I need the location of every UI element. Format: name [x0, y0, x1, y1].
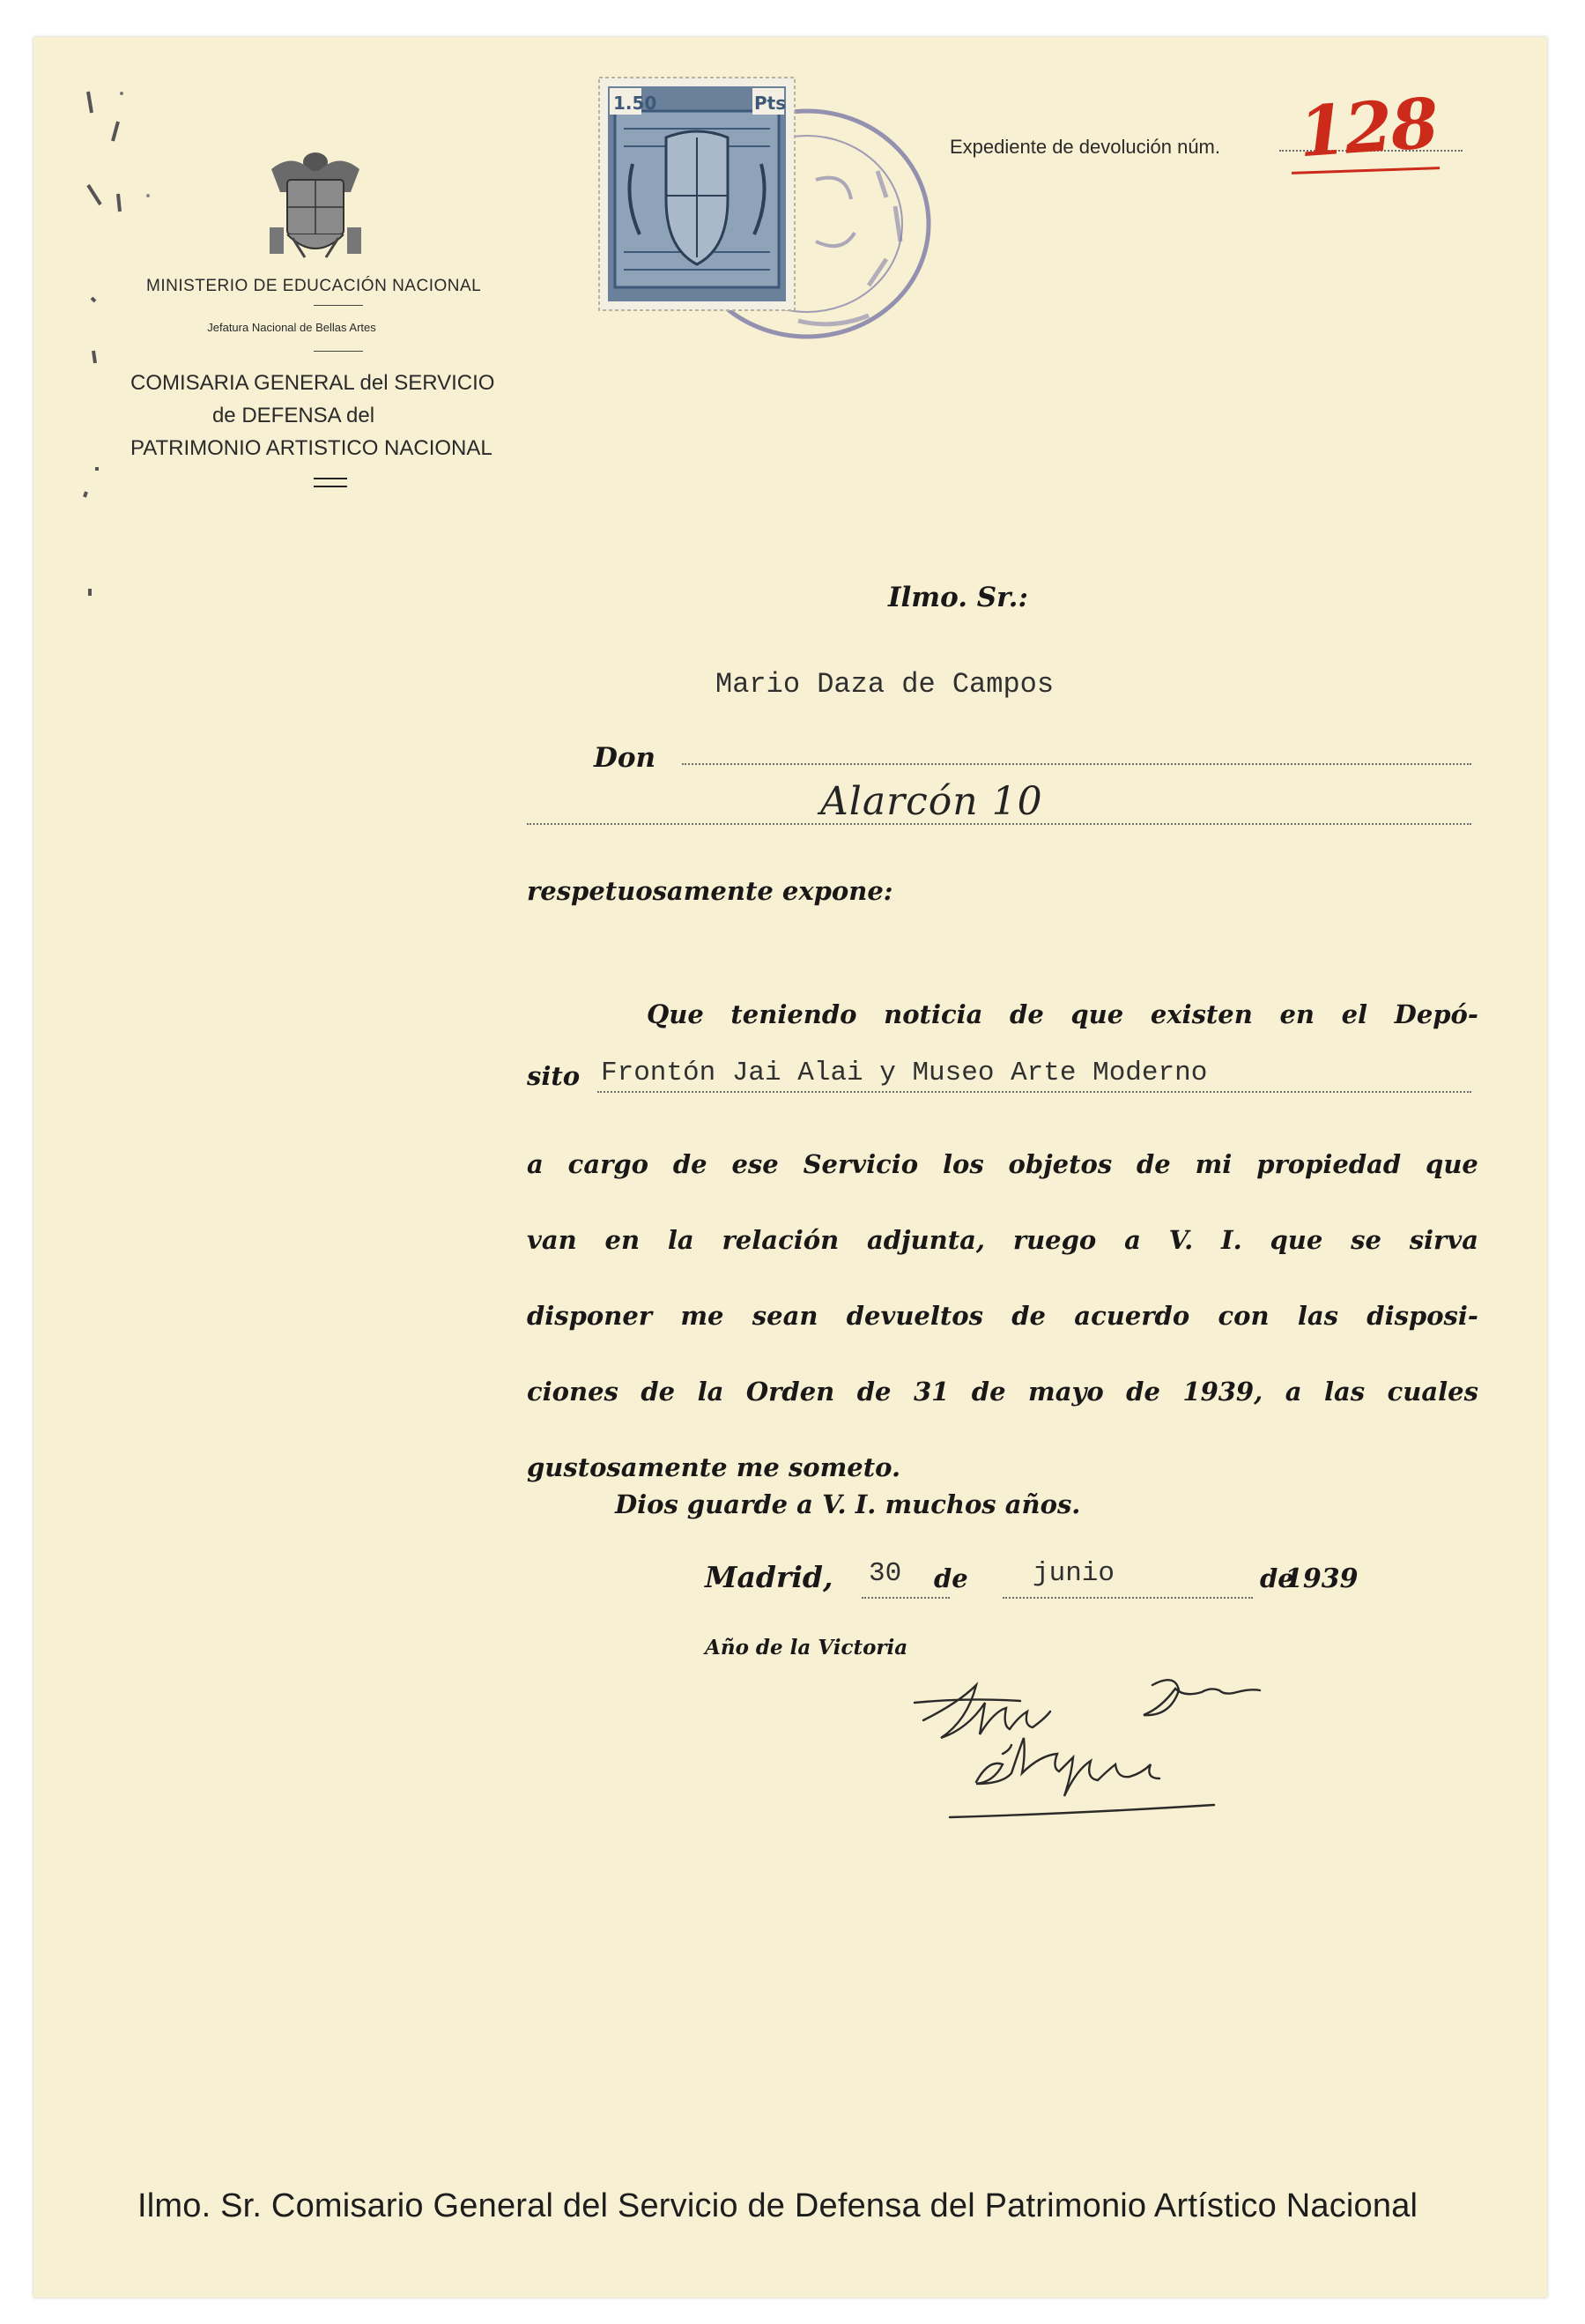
word: que — [1426, 1149, 1478, 1179]
margin-marks — [33, 37, 157, 654]
word: devueltos — [846, 1301, 983, 1331]
word: que — [1070, 999, 1124, 1029]
word: disponer — [527, 1301, 653, 1331]
word: de — [971, 1377, 1006, 1407]
victory-year-label: Año de la Victoria — [705, 1636, 908, 1659]
body-paragraph — [527, 1126, 1478, 1505]
word: relación — [722, 1225, 840, 1255]
body-paragraph-line — [527, 1202, 1478, 1278]
word: la — [667, 1225, 694, 1255]
stamp-currency: Pts — [754, 93, 787, 114]
stamp-value: 1.50 — [613, 93, 657, 114]
word: ese — [731, 1149, 779, 1179]
salutation: Ilmo. Sr.: — [888, 582, 1028, 613]
word: existen — [1150, 999, 1253, 1029]
date-day: 30 — [869, 1558, 902, 1589]
word: de — [641, 1377, 676, 1407]
word: Que — [647, 999, 704, 1029]
word: a — [1124, 1225, 1141, 1255]
addressee-footer: Ilmo. Sr. Comisario General del Servicio de Defensa del Patrimonio Artístico Nacional — [137, 2187, 1418, 2224]
letterhead-equals-rule — [314, 478, 347, 487]
word: la — [697, 1377, 724, 1407]
date-connector: de — [934, 1563, 968, 1593]
don-dotted-line — [682, 763, 1471, 765]
word: con — [1218, 1301, 1270, 1331]
handwritten-signature — [897, 1650, 1390, 1826]
word: propiedad — [1256, 1149, 1402, 1179]
word: de — [672, 1149, 707, 1179]
comisaria-line: de DEFENSA del — [211, 404, 375, 427]
jefatura-name: Jefatura Nacional de Bellas Artes — [207, 321, 376, 334]
date-month: junio — [1033, 1558, 1115, 1589]
word: Depó- — [1394, 999, 1478, 1029]
word: 31 — [913, 1377, 950, 1407]
word: mi — [1195, 1149, 1233, 1179]
word: teniendo — [730, 999, 857, 1029]
comisaria-name — [130, 367, 495, 464]
deposit-dotted-line — [597, 1091, 1471, 1093]
word: Orden — [745, 1377, 835, 1407]
body-paragraph-line — [647, 976, 1478, 1052]
don-label: Don — [594, 742, 656, 774]
word: de — [1137, 1149, 1171, 1179]
coat-of-arms-emblem — [266, 139, 365, 264]
word: cuales — [1387, 1377, 1478, 1407]
expone-line: respetuosamente expone: — [527, 876, 893, 906]
date-year: 1939 — [1285, 1563, 1359, 1594]
fiscal-revenue-stamp — [597, 76, 796, 312]
word: adjunta, — [866, 1225, 985, 1255]
word: las — [1323, 1377, 1366, 1407]
word: ruego — [1012, 1225, 1097, 1255]
word: gustosamente me someto. — [527, 1452, 901, 1482]
word: van — [527, 1225, 577, 1255]
body-paragraph-line — [527, 1126, 1478, 1202]
body-paragraph-line — [527, 1278, 1478, 1354]
letterhead-divider — [314, 305, 363, 306]
word: a — [1285, 1377, 1302, 1407]
comisaria-line: COMISARIA GENERAL del SERVICIO — [130, 371, 495, 395]
word: las — [1297, 1301, 1338, 1331]
word: 1939, — [1182, 1377, 1263, 1407]
word: a — [527, 1149, 544, 1179]
deposit-name: Frontón Jai Alai y Museo Arte Moderno — [601, 1058, 1208, 1088]
word: en — [604, 1225, 641, 1255]
petitioner-name: Mario Daza de Campos — [715, 668, 1055, 701]
word: disposi- — [1367, 1301, 1478, 1331]
word: de — [1011, 1301, 1046, 1331]
date-place: Madrid, — [705, 1560, 833, 1594]
word: sirva — [1409, 1225, 1478, 1255]
ministry-name: MINISTERIO DE EDUCACIÓN NACIONAL — [146, 277, 482, 295]
word: sean — [752, 1301, 818, 1331]
word: me — [680, 1301, 724, 1331]
word: de — [1010, 999, 1044, 1029]
expediente-label: Expediente de devolución núm. — [950, 136, 1220, 158]
day-dotted-line — [862, 1597, 950, 1599]
word: objetos — [1008, 1149, 1113, 1179]
date-connector: de — [1260, 1563, 1294, 1593]
petitioner-address: Alarcón 10 — [820, 779, 1043, 824]
word: noticia — [884, 999, 983, 1029]
closing-formula: Dios guarde a V. I. muchos años. — [615, 1489, 1081, 1519]
word: V. — [1168, 1225, 1194, 1255]
address-dotted-line — [527, 823, 1471, 825]
word: I. — [1221, 1225, 1242, 1255]
comisaria-line: PATRIMONIO ARTISTICO NACIONAL — [130, 436, 493, 460]
word: el — [1341, 999, 1368, 1029]
word: acuerdo — [1074, 1301, 1190, 1331]
document-page — [33, 37, 1547, 2298]
word: de — [1126, 1377, 1160, 1407]
body-paragraph-line — [527, 1354, 1478, 1429]
word: mayo — [1028, 1377, 1104, 1407]
word: los — [942, 1149, 984, 1179]
deposit-prefix: sito — [527, 1061, 581, 1091]
word: ciones — [527, 1377, 618, 1407]
word: cargo — [567, 1149, 649, 1179]
word: Servicio — [803, 1149, 919, 1179]
letterhead-divider — [314, 351, 363, 352]
word: de — [856, 1377, 892, 1407]
expediente-number: 128 — [1296, 83, 1440, 174]
word: en — [1279, 999, 1315, 1029]
word: se — [1351, 1225, 1381, 1255]
word: que — [1270, 1225, 1323, 1255]
month-dotted-line — [1003, 1597, 1253, 1599]
